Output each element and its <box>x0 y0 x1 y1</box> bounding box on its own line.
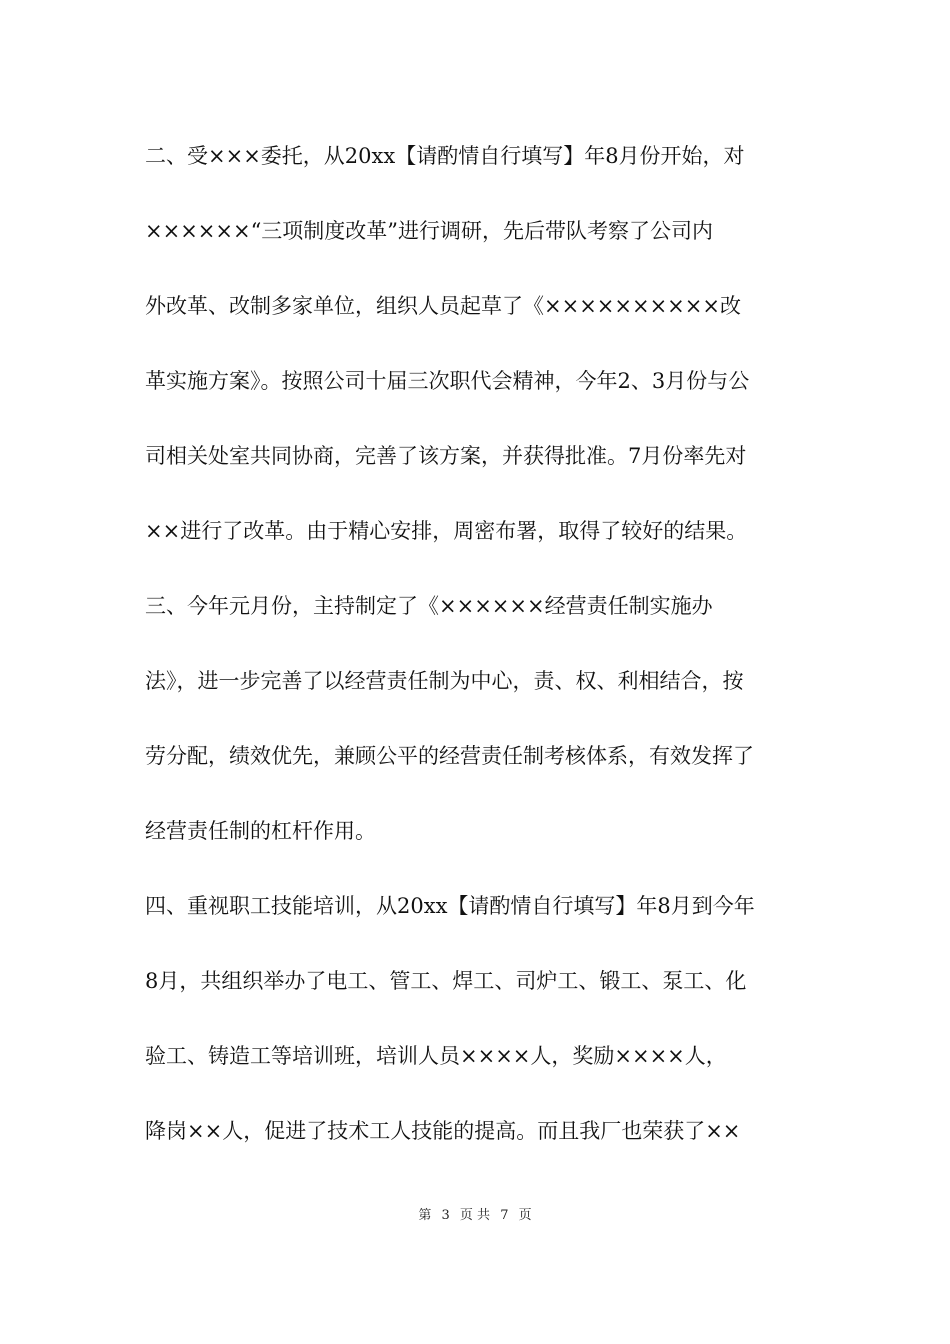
text-line: 三、今年元月份，主持制定了《××××××经营责任制实施办 <box>145 594 713 618</box>
text-line: 法》，进一步完善了以经营责任制为中心，责、权、利相结合，按 <box>145 669 744 693</box>
text-line: 外改革、改制多家单位，组织人员起草了《××××××××××改 <box>145 294 741 318</box>
text-line: 四、重视职工技能培训，从20xx【请酌情自行填写】年8月到今年 <box>145 894 755 918</box>
footer-middle: 页 共 <box>459 1208 491 1223</box>
text-line: 降岗××人，促进了技术工人技能的提高。而且我厂也荣获了×× <box>145 1119 741 1143</box>
text-line: 经营责任制的杠杆作用。 <box>145 819 376 843</box>
current-page-number: 3 <box>441 1208 450 1223</box>
text-line: 验工、铸造工等培训班，培训人员××××人，奖励××××人， <box>145 1044 727 1068</box>
text-line: 司相关处室共同协商，完善了该方案，并获得批准。7月份率先对 <box>145 444 747 468</box>
text-line: 二、受×××委托，从20xx【请酌情自行填写】年8月份开始，对 <box>145 144 745 168</box>
text-line: ××××××“三项制度改革”进行调研，先后带队考察了公司内 <box>145 219 714 243</box>
text-line: 劳分配，绩效优先，兼顾公平的经营责任制考核体系，有效发挥了 <box>145 744 754 768</box>
text-line: 8月，共组织举办了电工、管工、焊工、司炉工、锻工、泵工、化 <box>145 969 747 993</box>
page-footer <box>0 1206 950 1226</box>
total-pages-number: 7 <box>500 1208 509 1223</box>
text-line: 革实施方案》。按照公司十届三次职代会精神，今年2、3月份与公 <box>145 369 750 393</box>
footer-suffix: 页 <box>518 1208 532 1223</box>
text-line: ××进行了改革。由于精心安排，周密布署，取得了较好的结果。 <box>145 519 748 543</box>
footer-prefix: 第 <box>418 1208 432 1223</box>
